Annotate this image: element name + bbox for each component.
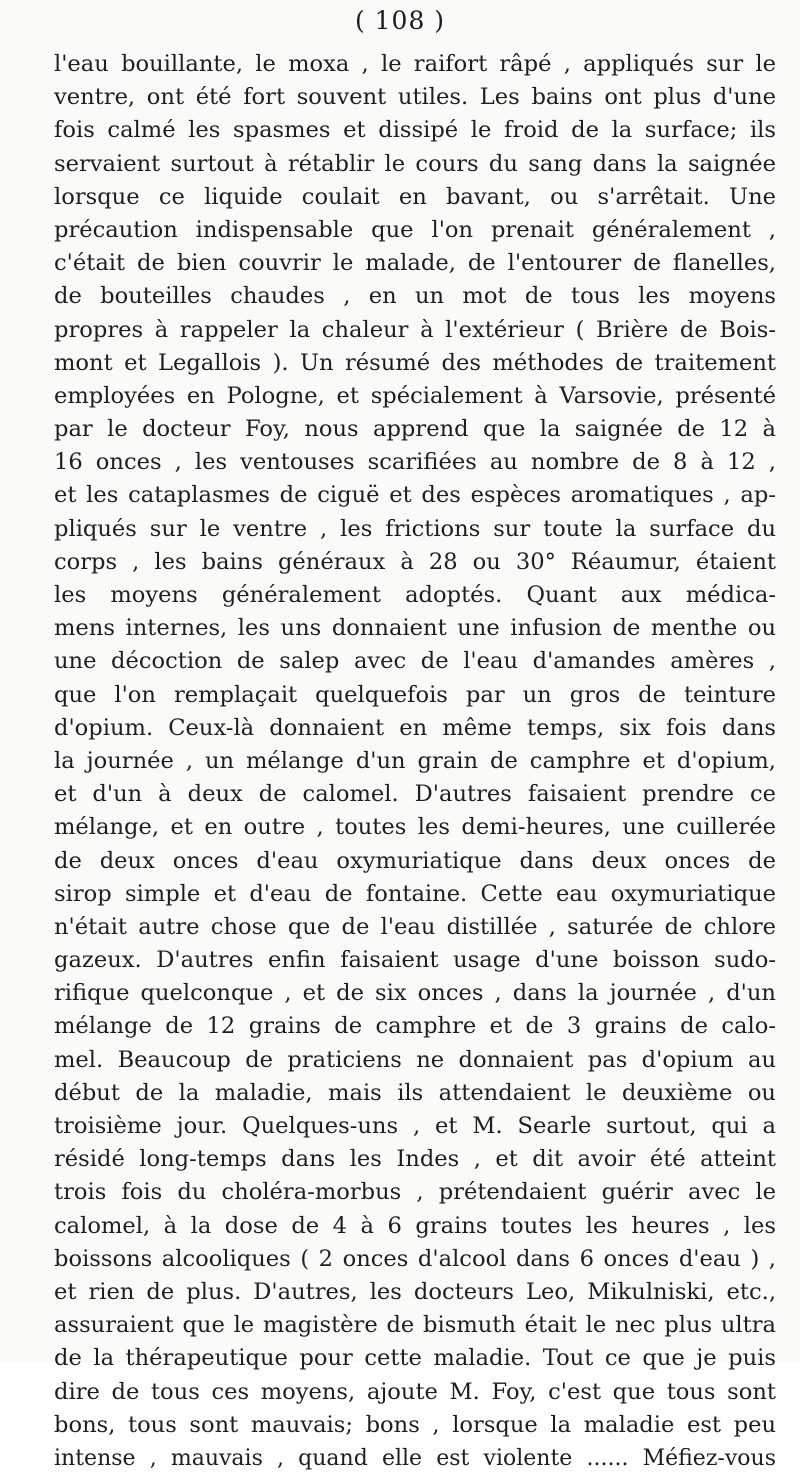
text-line: que l'on remplaçait quelquefois par un gros de teinture — [54, 681, 776, 708]
text-line: gazeux. D'autres enfin faisaient usage d'une boisson sudo- — [54, 947, 776, 974]
text-line: les moyens généralement adoptés. Quant aux médica- — [54, 582, 776, 608]
page-number: ( 108 ) — [354, 6, 446, 35]
text-line: mens internes, les uns donnaient une infusion de menthe ou — [54, 615, 776, 642]
text-line: trois fois du choléra-morbus , prétendaient guérir avec le — [54, 1179, 776, 1206]
text-line: troisième jour. Quelques-uns , et M. Searle surtout, qui a — [54, 1113, 776, 1139]
text-line: propres à rappeler la chaleur à l'extérieur ( Brière de Bois- — [54, 316, 776, 343]
text-line: une décoction de salep avec de l'eau d'amandes amères , — [54, 648, 776, 675]
text-line: résidé long-temps dans les Indes , et dit avoir été atteint — [54, 1146, 776, 1173]
body-text — [54, 48, 776, 1475]
text-line: servaient surtout à rétablir le cours du sang dans la saignée — [54, 150, 776, 177]
text-line: mont et Legallois ). Un résumé des méthodes de traitement — [54, 349, 776, 376]
text-line: ventre, ont été fort souvent utiles. Les bains ont plus d'une — [54, 84, 776, 111]
text-line: calomel, à la dose de 4 à 6 grains toutes les heures , les — [54, 1212, 776, 1239]
text-line: la journée , un mélange d'un grain de camphre et d'opium, — [54, 747, 776, 774]
text-line: rifique quelconque , et de six onces , dans la journée , d'un — [54, 980, 776, 1007]
text-line: par le docteur Foy, nous apprend que la saignée de 12 à — [54, 416, 776, 443]
text-line: et les cataplasmes de ciguë et des espèces aromatiques , ap- — [54, 482, 776, 509]
text-line: et rien de plus. D'autres, les docteurs Leo, Mikulniski, etc., — [54, 1278, 776, 1305]
text-line: et d'un à deux de calomel. D'autres faisaient prendre ce — [54, 781, 776, 808]
text-line: d'opium. Ceux-là donnaient en même temps, six fois dans — [54, 714, 776, 741]
text-line: corps , les bains généraux à 28 ou 30° Réaumur, étaient — [54, 548, 776, 575]
text-line: mélange de 12 grains de camphre et de 3 grains de calo- — [54, 1013, 776, 1040]
text-line: 16 onces , les ventouses scarifiées au nombre de 8 à 12 , — [54, 449, 776, 476]
text-line: intense , mauvais , quand elle est violente ...... Méfiez-vous — [54, 1445, 776, 1471]
text-line: dire de tous ces moyens, ajoute M. Foy, c'est que tous sont — [54, 1378, 776, 1405]
text-line: l'eau bouillante, le moxa , le raifort râpé , appliqués sur le — [54, 51, 776, 77]
text-line: c'était de bien couvrir le malade, de l'entourer de flanelles, — [54, 250, 776, 277]
text-line: bons, tous sont mauvais; bons , lorsque la maladie est peu — [54, 1411, 776, 1438]
text-line: pliqués sur le ventre , les frictions sur toute la surface du — [54, 515, 776, 542]
text-line: assuraient que le magistère de bismuth était le nec plus ultra — [54, 1312, 776, 1339]
text-line: de bouteilles chaudes , en un mot de tous les moyens — [54, 283, 776, 310]
text-line: de la thérapeutique pour cette maladie. Tout ce que je puis — [54, 1345, 776, 1372]
text-line: mel. Beaucoup de praticiens ne donnaient pas d'opium au — [54, 1046, 776, 1073]
text-line: n'était autre chose que de l'eau distillée , saturée de chlore — [54, 913, 776, 940]
text-line: de deux onces d'eau oxymuriatique dans deux onces de — [54, 847, 776, 874]
text-line: précaution indispensable que l'on prenait généralement , — [54, 216, 776, 243]
text-line: fois calmé les spasmes et dissipé le froid de la surface; ils — [54, 117, 776, 144]
text-line: employées en Pologne, et spécialement à Varsovie, présenté — [54, 382, 776, 409]
text-line: début de la maladie, mais ils attendaient le deuxième ou — [54, 1079, 776, 1106]
text-line: sirop simple et d'eau de fontaine. Cette eau oxymuriatique — [54, 880, 776, 907]
text-line: mélange, et en outre , toutes les demi-heures, une cuillerée — [54, 814, 776, 841]
text-line: lorsque ce liquide coulait en bavant, ou s'arrêtait. Une — [54, 183, 776, 210]
text-line: boissons alcooliques ( 2 onces d'alcool dans 6 onces d'eau ) , — [54, 1245, 776, 1272]
